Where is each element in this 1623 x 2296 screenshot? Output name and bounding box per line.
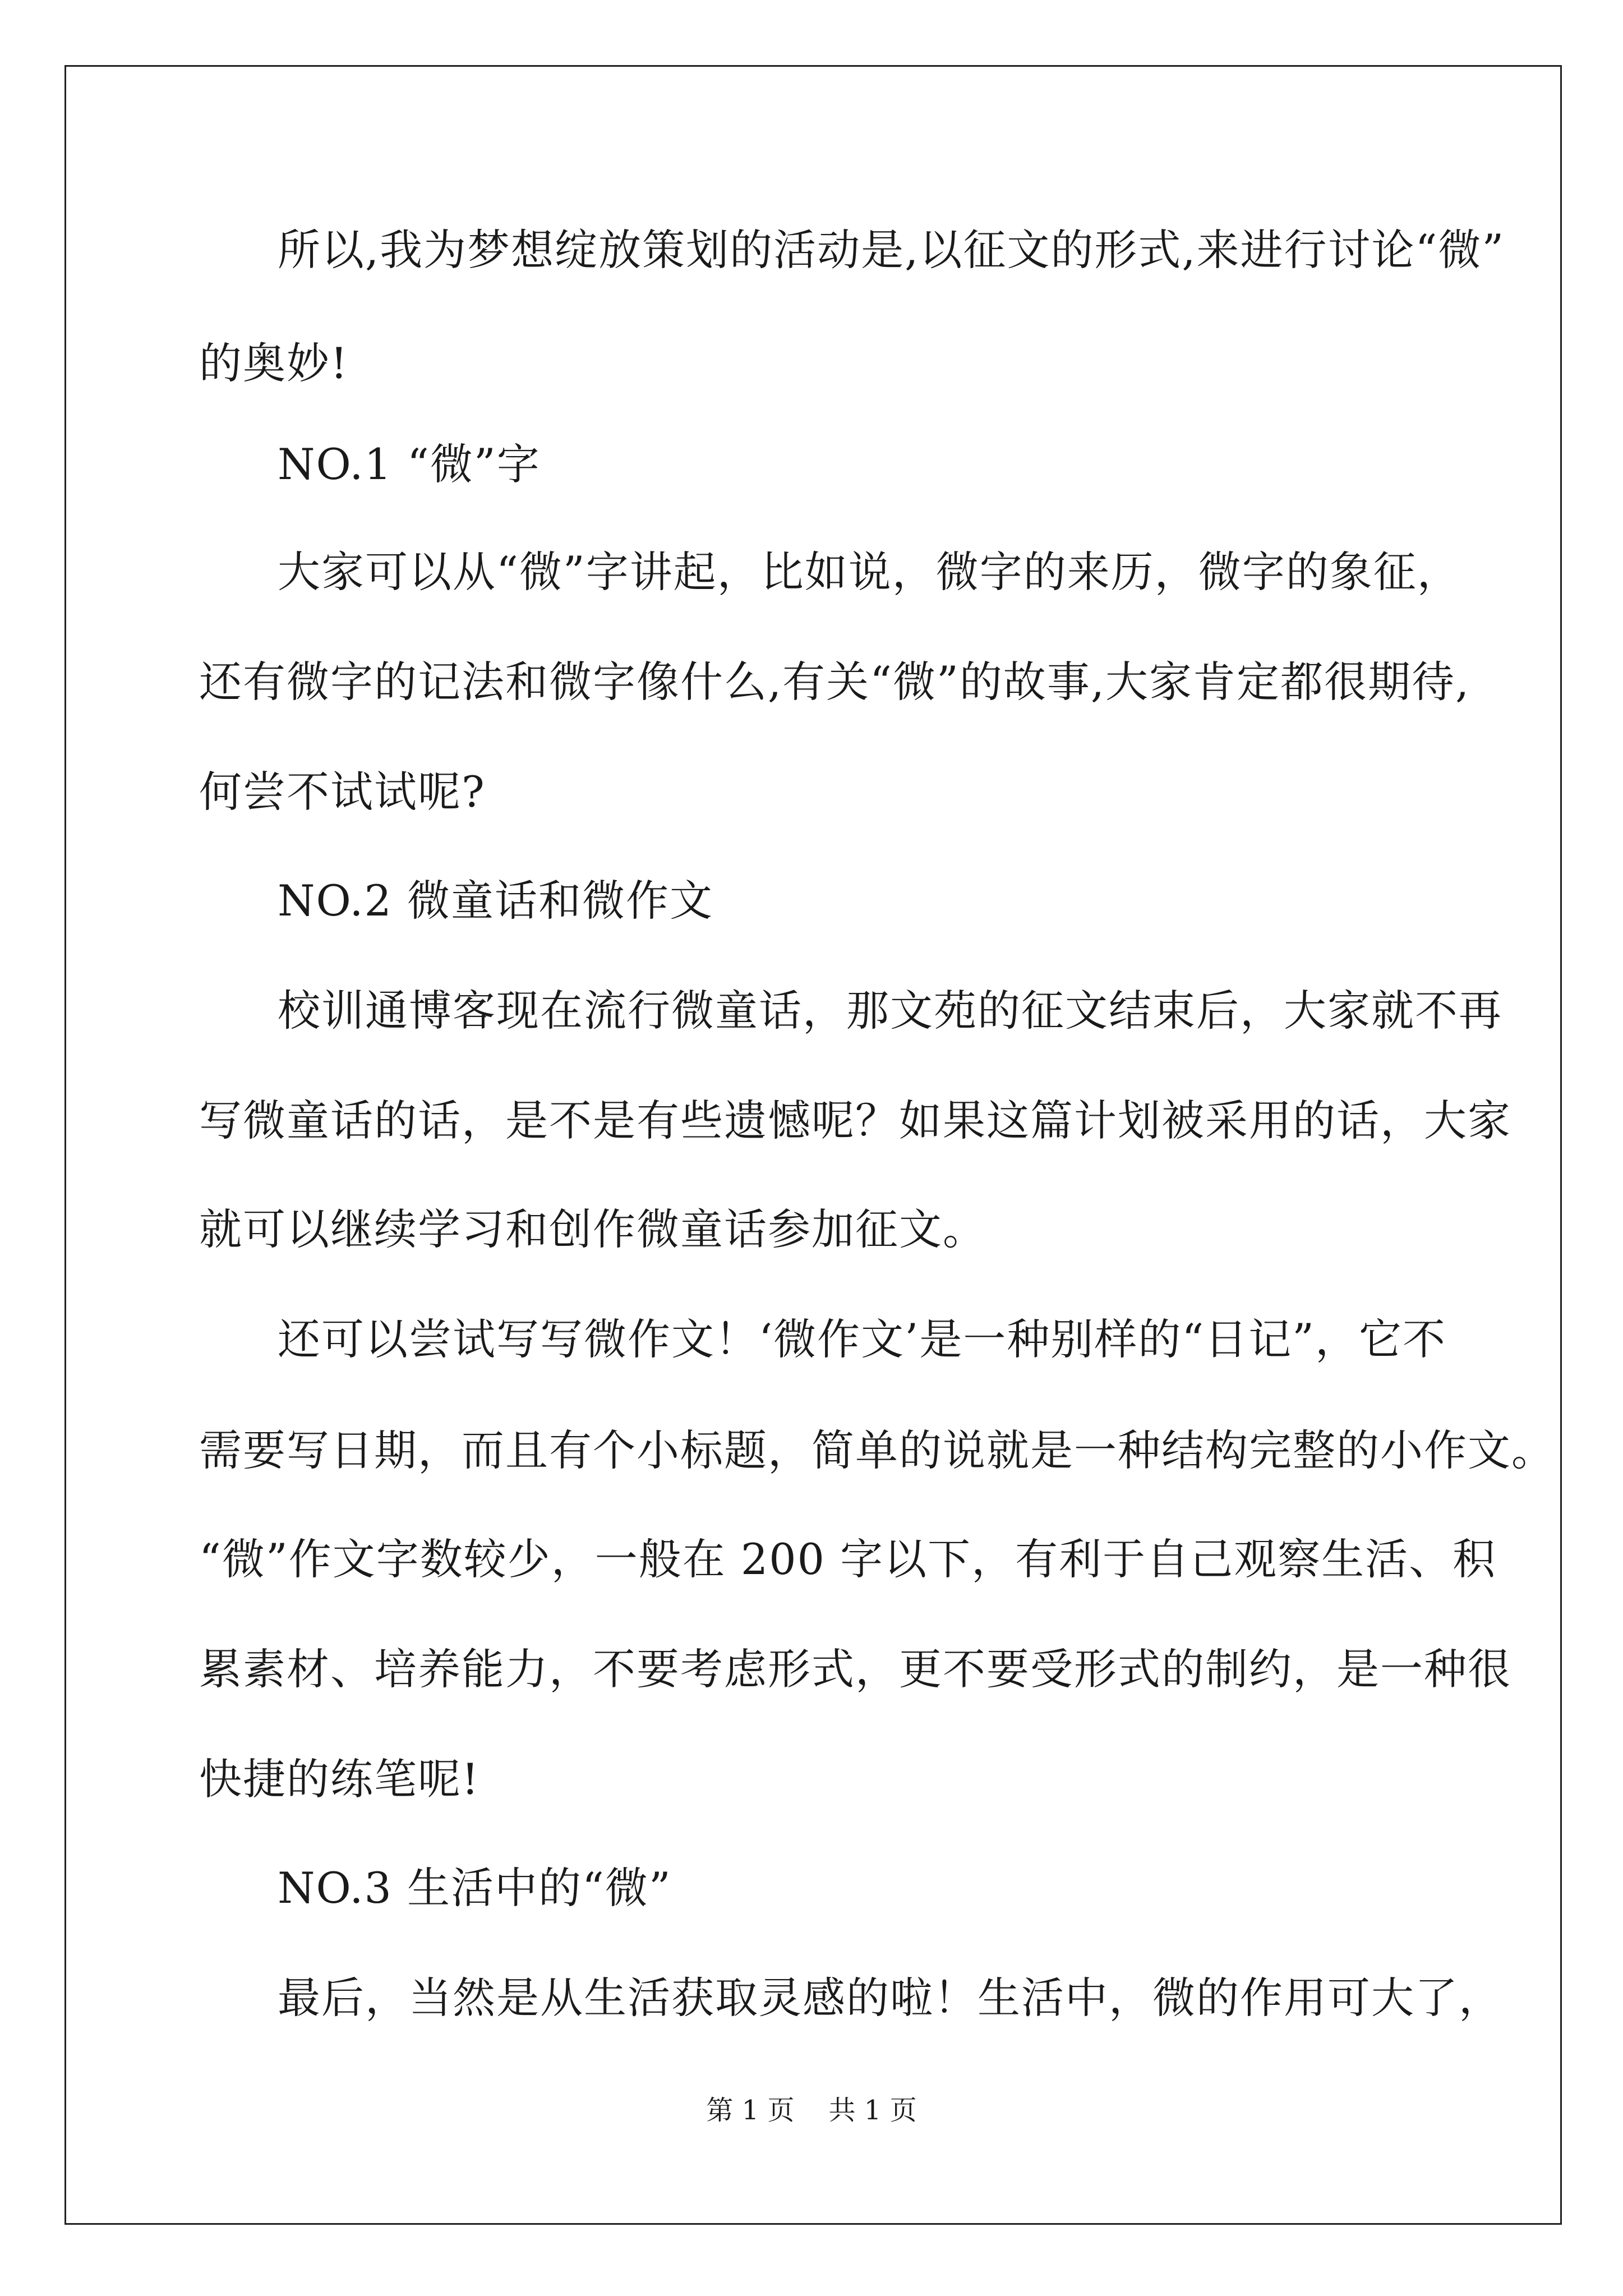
page-footer: 第 1 页 共 1 页 [706, 2095, 917, 2126]
text-line: 校训通博客现在流行微童话，那文苑的征文结束后，大家就不再 [278, 986, 1502, 1036]
text-line: “微”作文字数较少，一般在 200 字以下，有利于自己观察生活、积 [199, 1534, 1497, 1584]
text-line: 累素材、培养能力，不要考虑形式，更不要受形式的制约，是一种很 [199, 1644, 1511, 1694]
text-line: 需要写日期，而且有个小标题，简单的说就是一种结构完整的小作文。 [199, 1425, 1555, 1475]
text-line: 快捷的练笔呢! [199, 1754, 480, 1804]
text-line: 大家可以从“微”字讲起，比如说，微字的来历，微字的象征， [278, 547, 1461, 597]
text-line: 就可以继续学习和创作微童话参加征文。 [199, 1204, 986, 1254]
text-line: 最后，当然是从生活获取灵感的啦！生活中，微的作用可大了， [278, 1973, 1502, 2023]
text-line: 写微童话的话，是不是有些遗憾呢？如果这篇计划被采用的话，大家 [199, 1096, 1511, 1145]
section-heading: NO.3 生活中的“微” [278, 1863, 672, 1913]
text-line: 所以,我为梦想绽放策划的活动是,以征文的形式,来进行讨论“微” [278, 225, 1505, 275]
text-line: 还有微字的记法和微字像什么,有关“微”的故事,大家肯定都很期待, [199, 657, 1470, 707]
text-line: 的奥妙! [199, 338, 349, 388]
text-line: 还可以尝试写写微作文！‘微作文’是一种别样的“日记”，它不 [278, 1314, 1447, 1364]
section-heading: NO.2 微童话和微作文 [278, 876, 714, 926]
text-line: 何尝不试试呢? [199, 767, 486, 817]
section-heading: NO.1 “微”字 [278, 439, 541, 489]
